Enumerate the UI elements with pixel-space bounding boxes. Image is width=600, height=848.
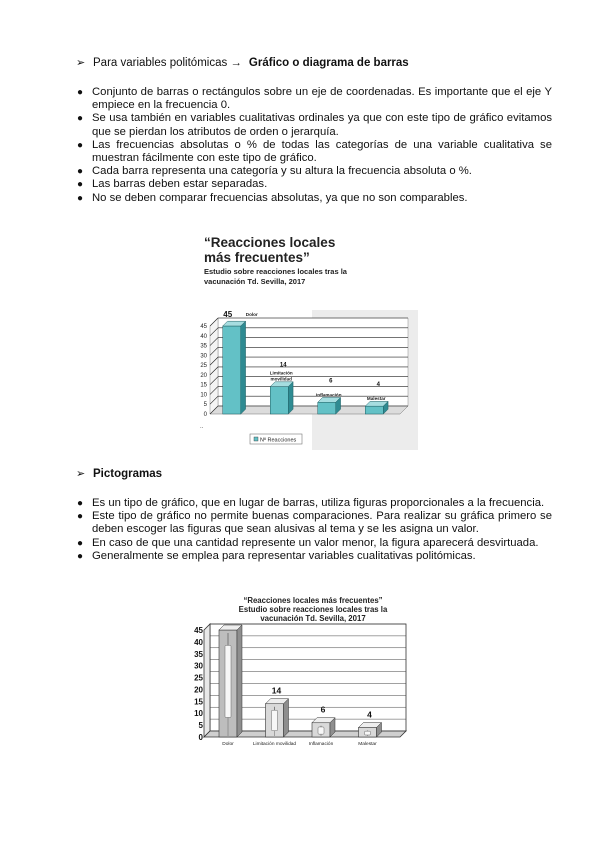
pictogram-chart xyxy=(188,594,414,754)
y-tick-label: 20 xyxy=(194,685,203,695)
category-label: Limitación movilidad xyxy=(252,742,297,747)
chart-title-line-1: “Reacciones locales xyxy=(204,235,336,250)
list-item-text: No se deben comparar frecuencias absolutas, ya que no son comparables. xyxy=(92,191,468,204)
bullet-icon: ● xyxy=(77,537,84,549)
list-item-text: Conjunto de barras o rectángulos sobre un eje de coordenadas. Es importante que el eje Y empiece en la frecuencia 0. xyxy=(92,86,552,112)
y-tick-label: 30 xyxy=(194,661,203,671)
bar xyxy=(270,387,288,414)
y-tick-label: 45 xyxy=(194,626,203,635)
y-tick-label: 20 xyxy=(200,372,207,379)
pictogram-chart-svg xyxy=(188,594,414,754)
category-label: Limitación xyxy=(269,370,293,376)
axis-mark: .. xyxy=(200,424,204,430)
bar-value-label: 4 xyxy=(367,709,372,720)
y-tick-label: 15 xyxy=(194,697,203,707)
list-item xyxy=(74,537,552,550)
bar-value-label: 14 xyxy=(279,362,287,369)
pictogram-title: “Reacciones locales más frecuentes” xyxy=(243,596,383,605)
list-item-text: Este tipo de gráfico no permite buenas comparaciones. Para realizar su gráfica primero se deben escoger las figuras que sean alusivas al tema y se les asigna un valor. xyxy=(92,510,552,536)
y-tick-label: 5 xyxy=(203,402,207,409)
arrow-bullet-icon: ➢ xyxy=(76,57,86,69)
chart-side-wall xyxy=(210,318,218,414)
section-heading-bar-chart xyxy=(76,56,409,69)
bullet-icon: ● xyxy=(77,192,84,204)
y-tick-label: 30 xyxy=(200,353,207,360)
bullet-icon: ● xyxy=(77,550,84,562)
list-item-text: Las frecuencias absolutas o % de todas las categorías de una variable cualitativa se muestran fácilmente con este tipo de gráfico. xyxy=(92,138,552,165)
bar-value-label: 6 xyxy=(329,378,333,385)
pictogram-category-labels xyxy=(222,741,377,747)
chart-subtitle-line-2: vacunación Td. Sevilla, 2017 xyxy=(204,277,306,286)
bar xyxy=(223,326,241,414)
pictogram-y-axis xyxy=(194,626,203,742)
chart-back-wall xyxy=(218,318,408,406)
list-item xyxy=(74,497,552,510)
list-item xyxy=(74,165,552,178)
bar-side xyxy=(241,321,246,414)
bar xyxy=(365,406,383,414)
heading-title: Pictogramas xyxy=(93,467,163,480)
bullet-icon: ● xyxy=(77,511,84,523)
y-tick-label: 0 xyxy=(203,412,207,418)
category-label: movilidad xyxy=(270,376,292,382)
bar-value-label: 45 xyxy=(223,310,233,319)
pictogram-bullet-list xyxy=(74,497,552,563)
syringe-icon xyxy=(225,645,231,717)
list-item xyxy=(74,139,552,165)
syringe-icon xyxy=(318,727,324,734)
list-item xyxy=(74,86,552,112)
bar-chart xyxy=(200,232,420,452)
heading-prefix: Para variables politómicas → xyxy=(93,56,242,69)
y-tick-label: 25 xyxy=(194,673,203,683)
pictogram-subtitle-line-2: vacunación Td. Sevilla, 2017 xyxy=(260,614,366,623)
list-item xyxy=(74,550,552,563)
syringe-icon xyxy=(365,731,371,735)
bar xyxy=(318,402,336,414)
bar-value-label: 6 xyxy=(320,704,326,715)
bar-value-label: 14 xyxy=(271,685,282,696)
pictogram-subtitle-line-1: Estudio sobre reacciones locales tras la xyxy=(238,605,388,614)
arrow-bullet-icon: ➢ xyxy=(76,468,86,480)
pictogram-side-wall xyxy=(204,624,210,737)
category-label: Inflamación xyxy=(315,392,342,398)
y-tick-label: 35 xyxy=(200,343,207,350)
bar-chart-svg xyxy=(200,232,420,452)
y-tick-label: 15 xyxy=(200,382,207,389)
category-label: Malestar xyxy=(366,396,386,402)
bar-side xyxy=(288,382,293,414)
pictogram-bar-side xyxy=(284,699,289,737)
bullet-icon: ● xyxy=(77,166,84,178)
bar-chart-bullet-list xyxy=(74,86,552,205)
legend-label: Nº Reacciones xyxy=(260,437,297,444)
chart-subtitle-line-1: Estudio sobre reacciones locales tras la xyxy=(204,267,347,276)
y-tick-label: 40 xyxy=(194,637,203,647)
list-item xyxy=(74,178,552,191)
list-item-text: Es un tipo de gráfico, que en lugar de barras, utiliza figuras proporcionales a la frecuencia. xyxy=(92,497,545,509)
bullet-icon: ● xyxy=(77,179,84,191)
list-item xyxy=(74,510,552,536)
y-tick-label: 25 xyxy=(200,363,207,370)
bullet-icon: ● xyxy=(77,139,84,151)
y-tick-label: 45 xyxy=(200,324,207,330)
list-item-text: En caso de que una cantidad represente un valor menor, la figura aparecerá desvirtuada. xyxy=(92,536,539,549)
list-item xyxy=(74,192,552,205)
list-item-text: Las barras deben estar separadas. xyxy=(92,178,268,191)
category-label: Malestar xyxy=(358,742,377,747)
y-tick-label: 10 xyxy=(194,709,203,719)
bullet-icon: ● xyxy=(77,498,84,509)
chart-title-line-2: más frecuentes” xyxy=(204,250,310,265)
list-item-text: Cada barra representa una categoría y su altura la frecuencia absoluta o %. xyxy=(92,165,472,178)
bullet-icon: ● xyxy=(77,87,84,98)
list-item-text: Generalmente se emplea para representar variables cualitativas politómicas. xyxy=(92,549,476,562)
section-heading-pictogram xyxy=(76,467,162,480)
y-tick-label: 10 xyxy=(200,392,207,399)
category-label: Dolor xyxy=(222,742,234,747)
bar-value-label: 4 xyxy=(376,382,380,389)
y-tick-label: 40 xyxy=(200,333,207,340)
category-label: Inflamación xyxy=(308,742,334,747)
heading-title: Gráfico o diagrama de barras xyxy=(248,56,409,69)
bullet-icon: ● xyxy=(77,113,84,125)
chart-y-axis xyxy=(200,324,207,418)
category-label: Dolor xyxy=(245,312,258,317)
legend-swatch xyxy=(254,437,258,441)
y-tick-label: 5 xyxy=(198,721,203,731)
y-tick-label: 35 xyxy=(194,649,203,659)
pictogram-bar-side xyxy=(237,625,242,737)
syringe-icon xyxy=(272,710,278,731)
list-item-text: Se usa también en variables cualitativas ordinales ya que con este tipo de gráfico evitamos que se pierdan los atributos de orden o jerarquía. xyxy=(92,112,552,138)
list-item xyxy=(74,112,552,138)
y-tick-label: 0 xyxy=(198,733,203,742)
